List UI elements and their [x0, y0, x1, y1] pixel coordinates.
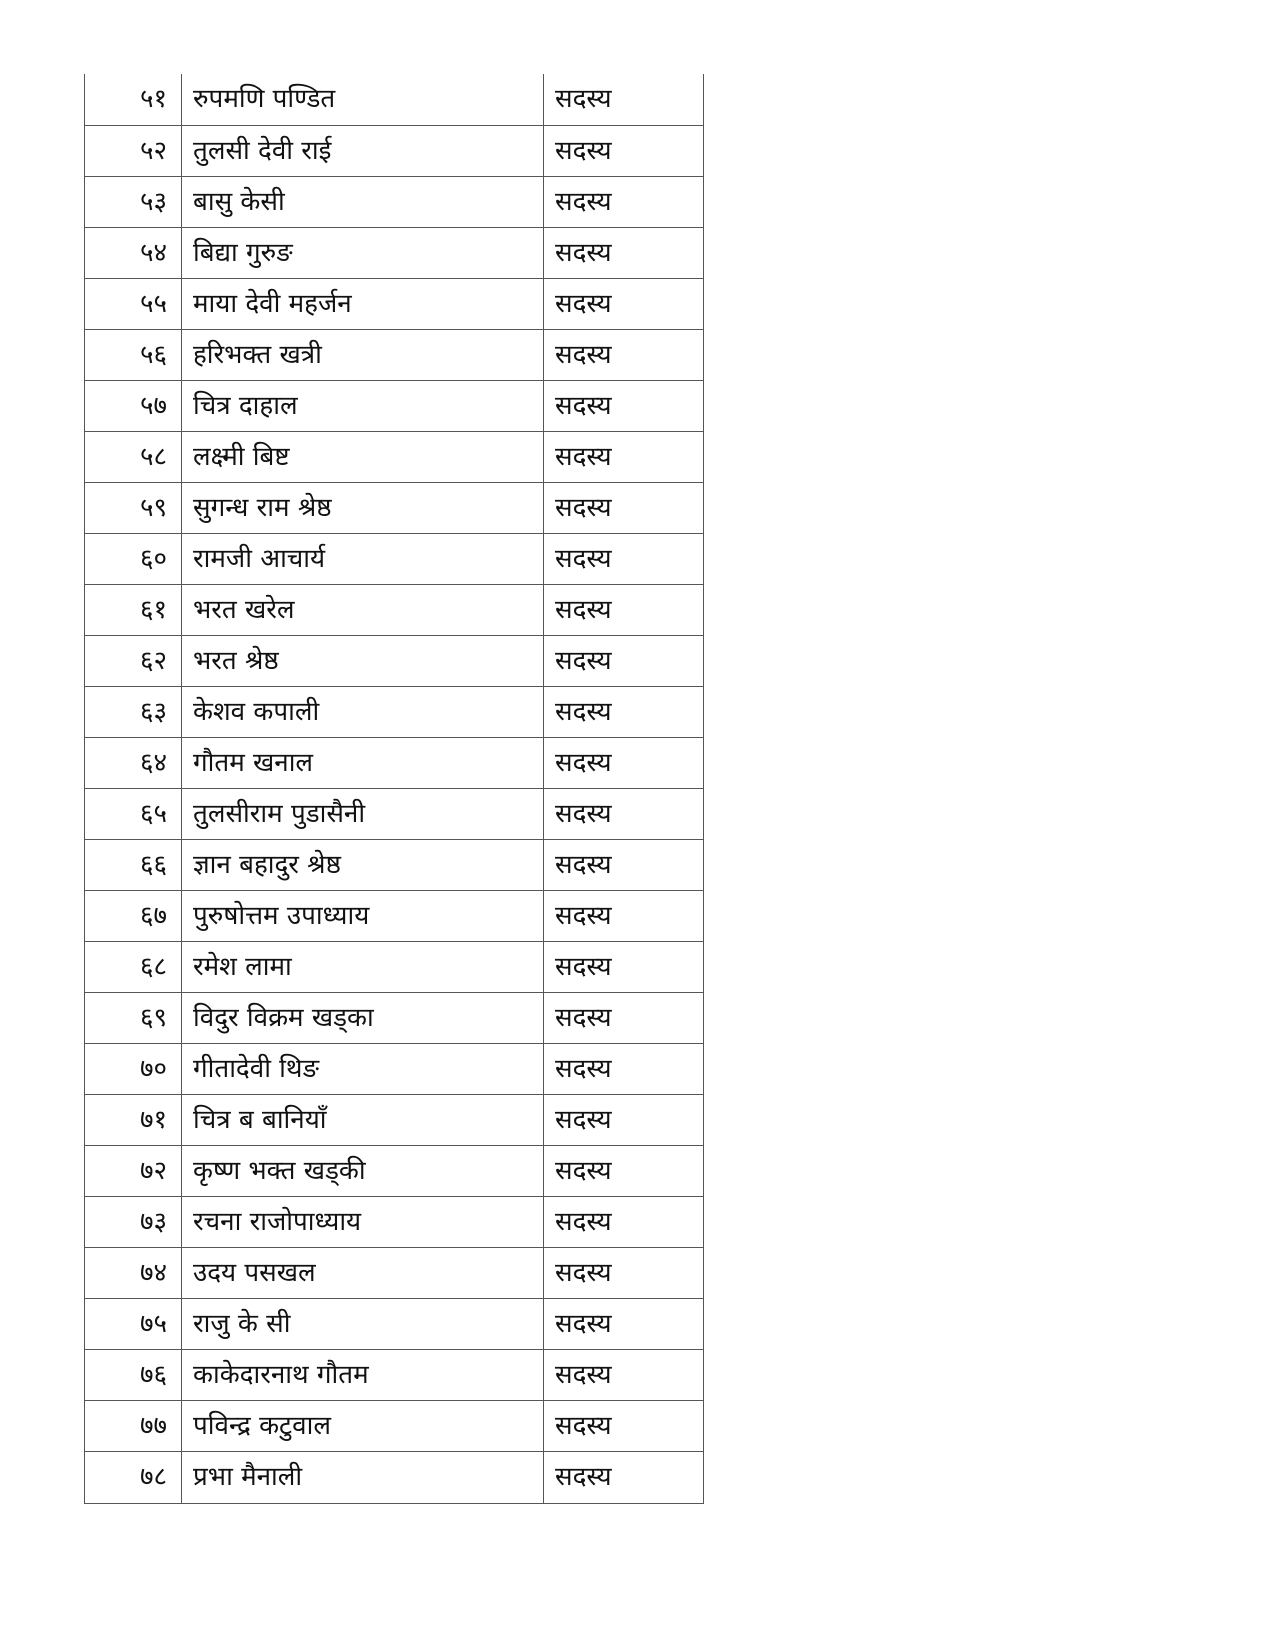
table-row	[85, 1400, 704, 1451]
table-row	[85, 941, 704, 992]
member-name-cell: रुपमणि पण्डित	[182, 74, 544, 125]
serial-number-cell: ७४	[85, 1247, 182, 1298]
table-row	[85, 1145, 704, 1196]
member-role-cell: सदस्य	[544, 431, 704, 482]
member-role-cell: सदस्य	[544, 992, 704, 1043]
member-role-cell: सदस्य	[544, 380, 704, 431]
member-name-cell: गौतम खनाल	[182, 737, 544, 788]
member-role-cell: सदस्य	[544, 890, 704, 941]
table-row	[85, 176, 704, 227]
serial-number-cell: ५९	[85, 482, 182, 533]
member-name-cell: रामजी आचार्य	[182, 533, 544, 584]
serial-number-cell: ६०	[85, 533, 182, 584]
table-row	[85, 482, 704, 533]
member-name-cell: गीतादेवी थिङ	[182, 1043, 544, 1094]
member-role-cell: सदस्य	[544, 482, 704, 533]
member-role-cell: सदस्य	[544, 533, 704, 584]
serial-number-cell: ५७	[85, 380, 182, 431]
serial-number-cell: ६१	[85, 584, 182, 635]
member-role-cell: सदस्य	[544, 1298, 704, 1349]
member-name-cell: माया देवी महर्जन	[182, 278, 544, 329]
table-row	[85, 1247, 704, 1298]
serial-number-cell: ७५	[85, 1298, 182, 1349]
member-name-cell: पविन्द्र कटुवाल	[182, 1400, 544, 1451]
table-row	[85, 227, 704, 278]
member-role-cell: सदस्य	[544, 1349, 704, 1400]
member-name-cell: उदय पसखल	[182, 1247, 544, 1298]
serial-number-cell: ५४	[85, 227, 182, 278]
member-role-cell: सदस्य	[544, 584, 704, 635]
member-role-cell: सदस्य	[544, 941, 704, 992]
member-name-cell: चित्र दाहाल	[182, 380, 544, 431]
serial-number-cell: ६४	[85, 737, 182, 788]
serial-number-cell: ६३	[85, 686, 182, 737]
serial-number-cell: ७७	[85, 1400, 182, 1451]
member-role-cell: सदस्य	[544, 635, 704, 686]
member-name-cell: रमेश लामा	[182, 941, 544, 992]
member-name-cell: पुरुषोत्तम उपाध्याय	[182, 890, 544, 941]
serial-number-cell: ६२	[85, 635, 182, 686]
serial-number-cell: ५१	[85, 74, 182, 125]
serial-number-cell: ६५	[85, 788, 182, 839]
table-row	[85, 125, 704, 176]
member-name-cell: भरत खरेल	[182, 584, 544, 635]
table-row	[85, 74, 704, 125]
table-row	[85, 380, 704, 431]
table-row	[85, 1298, 704, 1349]
member-role-cell: सदस्य	[544, 227, 704, 278]
member-name-cell: बासु केसी	[182, 176, 544, 227]
table-row	[85, 890, 704, 941]
member-name-cell: राजु के सी	[182, 1298, 544, 1349]
member-name-cell: विदुर विक्रम खड्का	[182, 992, 544, 1043]
table-row	[85, 686, 704, 737]
member-name-cell: बिद्या गुरुङ	[182, 227, 544, 278]
serial-number-cell: ७६	[85, 1349, 182, 1400]
member-name-cell: कृष्ण भक्त खड्की	[182, 1145, 544, 1196]
member-role-cell: सदस्य	[544, 1094, 704, 1145]
member-role-cell: सदस्य	[544, 329, 704, 380]
serial-number-cell: ५२	[85, 125, 182, 176]
serial-number-cell: ७२	[85, 1145, 182, 1196]
table-row	[85, 788, 704, 839]
member-role-cell: सदस्य	[544, 1247, 704, 1298]
serial-number-cell: ५६	[85, 329, 182, 380]
serial-number-cell: ६९	[85, 992, 182, 1043]
member-role-cell: सदस्य	[544, 278, 704, 329]
table-row	[85, 431, 704, 482]
serial-number-cell: ६८	[85, 941, 182, 992]
member-role-cell: सदस्य	[544, 839, 704, 890]
table-row	[85, 584, 704, 635]
member-role-cell: सदस्य	[544, 176, 704, 227]
table-row	[85, 1451, 704, 1503]
member-role-cell: सदस्य	[544, 1400, 704, 1451]
members-table-body	[85, 74, 704, 1503]
member-role-cell: सदस्य	[544, 1145, 704, 1196]
table-row	[85, 278, 704, 329]
members-table	[84, 74, 704, 1504]
serial-number-cell: ७३	[85, 1196, 182, 1247]
table-row	[85, 1094, 704, 1145]
table-row	[85, 533, 704, 584]
table-row	[85, 1043, 704, 1094]
table-row	[85, 329, 704, 380]
serial-number-cell: ७०	[85, 1043, 182, 1094]
serial-number-cell: ६७	[85, 890, 182, 941]
table-row	[85, 1196, 704, 1247]
member-role-cell: सदस्य	[544, 125, 704, 176]
member-name-cell: तुलसीराम पुडासैनी	[182, 788, 544, 839]
table-row	[85, 737, 704, 788]
serial-number-cell: ७१	[85, 1094, 182, 1145]
serial-number-cell: ५५	[85, 278, 182, 329]
member-name-cell: भरत श्रेष्ठ	[182, 635, 544, 686]
member-name-cell: सुगन्ध राम श्रेष्ठ	[182, 482, 544, 533]
member-role-cell: सदस्य	[544, 1043, 704, 1094]
member-name-cell: ज्ञान बहादुर श्रेष्ठ	[182, 839, 544, 890]
table-row	[85, 1349, 704, 1400]
member-name-cell: लक्ष्मी बिष्ट	[182, 431, 544, 482]
member-role-cell: सदस्य	[544, 686, 704, 737]
serial-number-cell: ५८	[85, 431, 182, 482]
serial-number-cell: ७८	[85, 1451, 182, 1503]
member-name-cell: काकेदारनाथ गौतम	[182, 1349, 544, 1400]
member-name-cell: तुलसी देवी राई	[182, 125, 544, 176]
member-role-cell: सदस्य	[544, 737, 704, 788]
member-name-cell: हरिभक्त खत्री	[182, 329, 544, 380]
member-role-cell: सदस्य	[544, 74, 704, 125]
member-role-cell: सदस्य	[544, 788, 704, 839]
member-role-cell: सदस्य	[544, 1196, 704, 1247]
member-name-cell: रचना राजोपाध्याय	[182, 1196, 544, 1247]
table-row	[85, 992, 704, 1043]
member-role-cell: सदस्य	[544, 1451, 704, 1503]
serial-number-cell: ५३	[85, 176, 182, 227]
member-name-cell: केशव कपाली	[182, 686, 544, 737]
member-name-cell: प्रभा मैनाली	[182, 1451, 544, 1503]
serial-number-cell: ६६	[85, 839, 182, 890]
member-name-cell: चित्र ब बानियाँ	[182, 1094, 544, 1145]
table-row	[85, 635, 704, 686]
table-row	[85, 839, 704, 890]
